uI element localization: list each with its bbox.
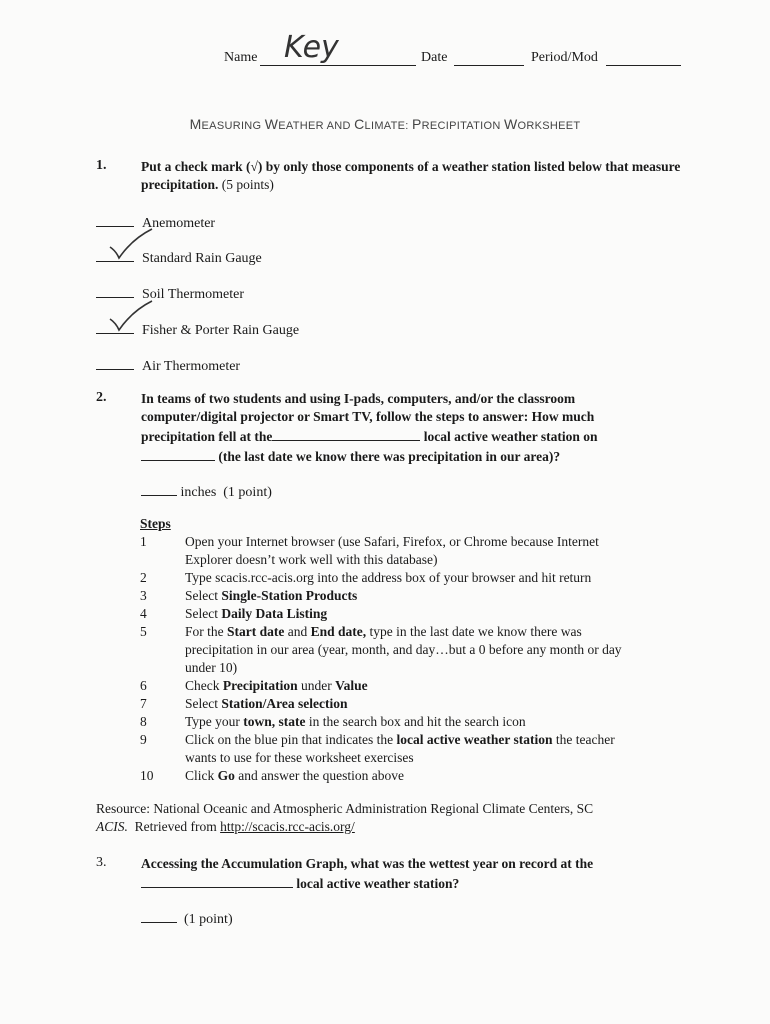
step-text: Type your town, state in the search box and hit the search icon [185,714,526,729]
q1-prompt: Put a check mark (√) by only those components of a weather station listed below that measure precipitation. (5 points) [141,159,681,192]
q1-item [96,319,299,339]
step-number: 2 [140,570,147,585]
date-blank[interactable] [454,51,524,66]
q1-check-blank[interactable] [96,319,134,334]
step-number: 5 [140,624,147,639]
step-number: 4 [140,606,147,621]
q1-item-label: Fisher & Porter Rain Gauge [142,323,300,338]
checkmark-icon [108,299,154,333]
q1-check-blank[interactable] [96,355,134,370]
step-text: Click Go and answer the question above [185,768,404,783]
q1-number: 1. [96,158,107,173]
date-label: Date [421,50,448,65]
step-number: 9 [140,732,147,747]
q2-answer: inches (1 point) [141,481,272,501]
step-text: Select Single-Station Products [185,588,358,603]
step-text: Select Daily Data Listing [185,606,328,621]
step-number: 7 [140,696,147,711]
q1-item [96,355,240,375]
resource-citation: Resource: National Oceanic and Atmospheric Administration Regional Climate Centers, SC ACIS. Retrieved from http://scacis.rcc-acis.org/ [96,801,594,834]
checkmark-icon [108,227,154,261]
q1-item [96,247,262,267]
worksheet-title: MEASURING WEATHER AND CLIMATE: PRECIPITATION WORKSHEET [189,116,581,132]
q2-number: 2. [96,390,107,405]
step-number: 8 [140,714,147,729]
step-number: 3 [140,588,147,603]
q1-item-label: Anemometer [142,216,216,231]
step-text: For the Start date and End date, type in the last date we know there was precipitation in our area (year, month, and day…but a 0 before any month or day under 10) [185,624,622,675]
q3-answer-blank[interactable] [141,908,177,923]
steps-heading: Steps [140,516,171,531]
q3-prompt: Accessing the Accumulation Graph, what was the wettest year on record at the local active weather station? [141,856,594,891]
q2-date-blank[interactable] [141,446,215,461]
step-text: Check Precipitation under Value [185,678,368,693]
q2-inches-blank[interactable] [141,481,177,496]
step-text: Open your Internet browser (use Safari, Firefox, or Chrome because Internet Explorer doesn’t work well with this database) [185,534,599,567]
step-text: Type scacis.rcc-acis.org into the address box of your browser and hit return [185,570,592,585]
q3-answer: (1 point) [141,908,233,928]
step-number: 6 [140,678,147,693]
resource-link[interactable]: http://scacis.rcc-acis.org/ [220,819,355,834]
step-number: 1 [140,534,147,549]
name-handwritten-value: Key [284,30,339,65]
period-blank[interactable] [606,51,681,66]
q1-item-label: Air Thermometer [142,359,241,374]
q1-check-blank[interactable] [96,212,134,227]
name-label: Name [224,50,258,65]
period-label: Period/Mod [531,50,598,65]
step-text: Click on the blue pin that indicates the local active weather station the teacher wants to use for these worksheet exercises [185,732,615,765]
q2-station-blank[interactable] [272,426,420,441]
q1-check-blank[interactable] [96,283,134,298]
q1-check-blank[interactable] [96,247,134,262]
q1-item-label: Soil Thermometer [142,287,244,302]
q3-number: 3. [96,855,107,870]
q3-year-blank[interactable] [141,873,293,888]
step-number: 10 [140,768,154,783]
step-text: Select Station/Area selection [185,696,348,711]
q2-prompt: In teams of two students and using I-pads, computers, and/or the classroom computer/digital projector or Smart TV, follow the steps to answer: How much precipitation fell at the local active weather station on (the last date we know there was precipitation in our area)? [141,391,598,464]
q1-item-label: Standard Rain Gauge [142,251,262,266]
